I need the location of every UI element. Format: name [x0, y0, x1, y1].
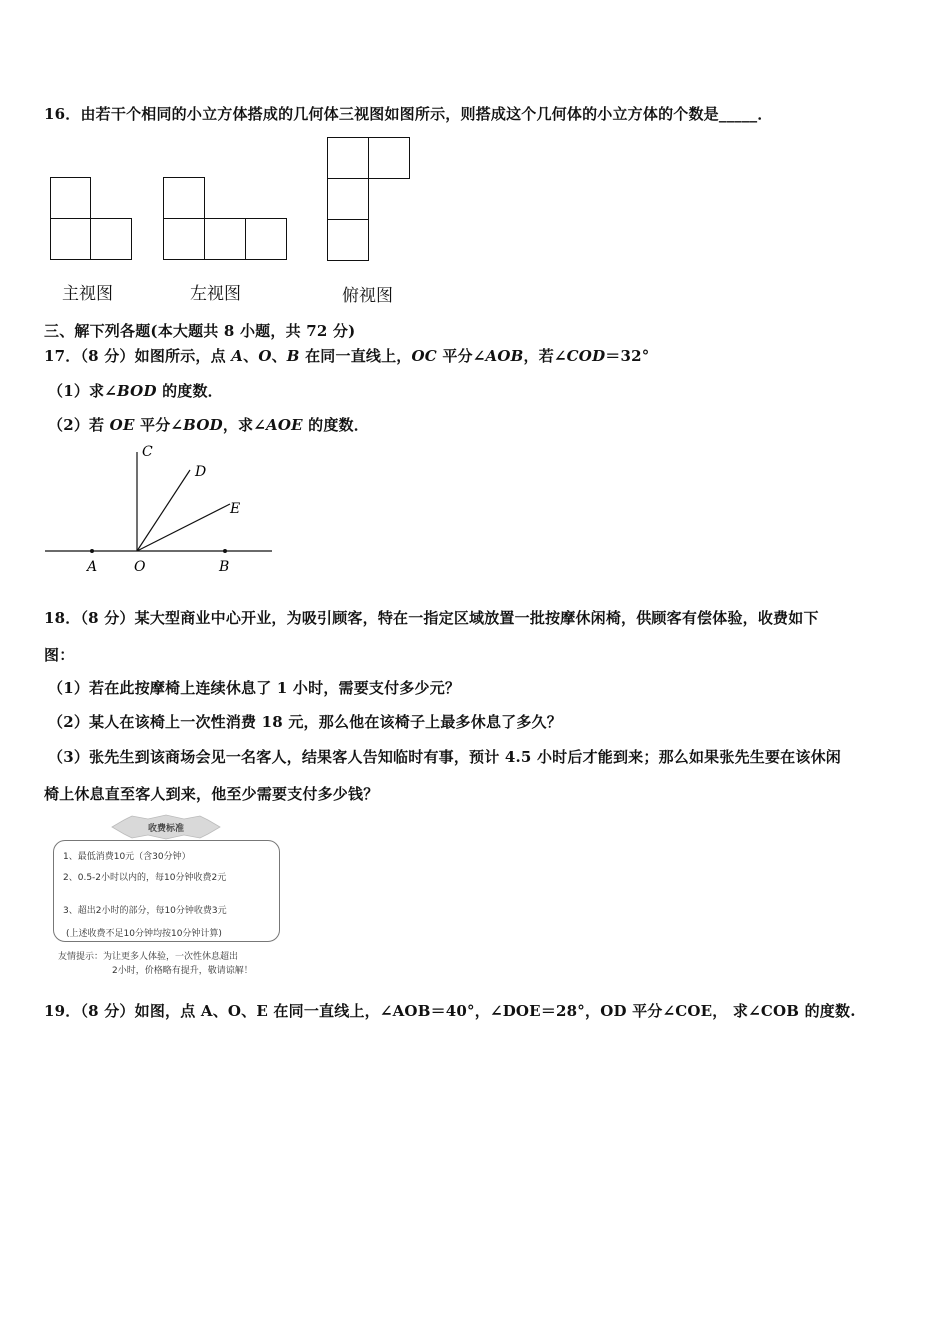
q19-text: 19．（8 分）如图，点 A、O、E 在同一直线上，∠AOB＝40°，∠DOE＝28°，OD 平分∠COE， 求∠COB 的度数.	[44, 1002, 856, 1020]
left-view-caption: 左视图	[190, 284, 241, 304]
label-e: E	[230, 501, 241, 517]
q18-line-1: 18．（8 分）某大型商业中心开业，为吸引顾客，特在一指定区域放置一批按摩休闲椅，供顾客有偿体验，收费如下	[44, 609, 819, 627]
front-view-figure	[50, 177, 133, 260]
ray-oe	[137, 504, 230, 551]
fee-rule-2: 2、0.5-2小时以内的，每10分钟收费2元	[63, 873, 227, 883]
point-a	[90, 549, 94, 553]
q17-part-1: （1）求∠BOD 的度数．	[48, 382, 223, 400]
ray-od	[137, 470, 190, 551]
label-b: B	[219, 559, 230, 575]
q17-intro: 17．（8 分）如图所示，点 A、O、B 在同一直线上，OC 平分∠AOB，若∠COD＝32°	[44, 347, 650, 365]
q17-angle-figure	[40, 440, 280, 580]
q18-part-2: （2）某人在该椅上一次性消费 18 元，那么他在该椅子上最多休息了多久？	[48, 713, 562, 731]
top-view-caption: 俯视图	[342, 286, 393, 306]
fee-rule-1: 1、最低消费10元（含30分钟）	[63, 852, 191, 862]
fee-note: (上述收费不足10分钟均按10分钟计算)	[66, 929, 222, 939]
q16-text: 16．由若干个相同的小立方体搭成的几何体三视图如图所示，则搭成这个几何体的小立方体的个数是_____．	[44, 105, 773, 123]
fee-tip-line-1: 友情提示：为让更多人体验，一次性休息超出	[58, 952, 239, 962]
q17-part-2: （2）若 OE 平分∠BOD，求∠AOE 的度数．	[48, 416, 369, 434]
fee-tip-line-2: 2小时，价格略有提升，敬请谅解！	[112, 966, 253, 976]
q18-part-1: （1）若在此按摩椅上连续休息了 1 小时，需要支付多少元？	[48, 679, 461, 697]
label-o: O	[134, 559, 146, 575]
q18-part-3-line-2: 椅上休息直至客人到来，他至少需要支付多少钱？	[44, 785, 379, 803]
section-3-heading: 三、解下列各题(本大题共 8 小题，共 72 分)	[44, 322, 356, 340]
front-view-caption: 主视图	[62, 284, 113, 304]
label-a: A	[87, 559, 98, 575]
q18-part-3-line-1: （3）张先生到该商场会见一名客人，结果客人告知临时有事，预计 4.5 小时后才能到来；那么如果张先生要在该休闲	[48, 748, 841, 766]
label-c: C	[142, 444, 153, 460]
fee-rule-3: 3、超出2小时的部分，每10分钟收费3元	[63, 906, 227, 916]
label-d: D	[195, 464, 207, 480]
left-view-figure	[163, 177, 287, 260]
q18-line-2: 图：	[44, 646, 75, 664]
point-b	[223, 549, 227, 553]
fee-card-title: 收费标准	[148, 824, 185, 834]
top-view-figure	[327, 137, 410, 261]
